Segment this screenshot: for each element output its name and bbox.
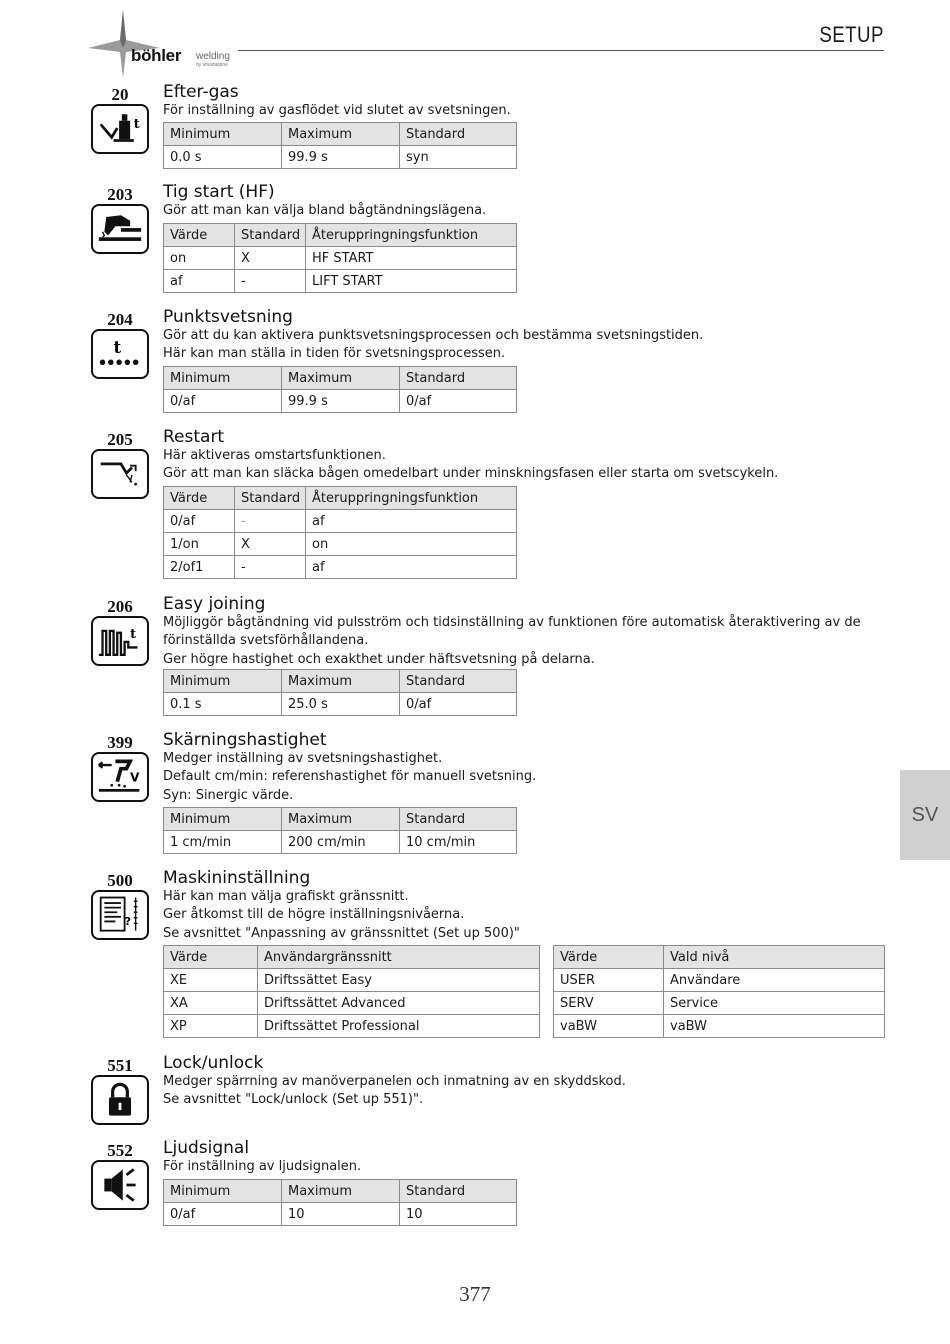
parameter-table: Minimum Maximum Standard 0.1 s 25.0 s 0/af <box>163 669 517 716</box>
section-title: Easy joining <box>163 594 266 614</box>
easy-joining-icon <box>91 616 149 666</box>
torch-hf-icon <box>91 204 149 254</box>
parameter-number: 551 <box>107 1056 133 1075</box>
svg-text:t: t <box>130 627 137 643</box>
parameter-table: Minimum Maximum Standard 0.0 s 99.9 s syn <box>163 122 517 169</box>
section-description: Här aktiveras omstartsfunktionen. Gör att man kan släcka bågen omedelbart under minskningsfasen eller starta om svetscykeln. <box>163 448 779 482</box>
section-title: Tig start (HF) <box>163 182 275 202</box>
lock-icon <box>91 1075 149 1125</box>
speaker-icon <box>91 1160 149 1210</box>
section-description: Medger inställning av svetsningshastighet. Default cm/min: referenshastighet för manuell svetsning. Syn: Sinergic värde. <box>163 751 537 803</box>
header-rule <box>238 50 884 51</box>
cutting-speed-icon <box>91 752 149 802</box>
section-description: Gör att man kan välja bland bågtändningslägena. <box>163 203 487 218</box>
section-description: Medger spärrning av manöverpanelen och inmatning av en skyddskod. Se avsnittet "Lock/unlock (Set up 551)". <box>163 1074 626 1108</box>
section-title: Skärningshastighet <box>163 730 327 750</box>
parameter-number: 206 <box>107 597 133 616</box>
page-number: 377 <box>459 1282 491 1306</box>
page-title: SETUP <box>819 22 884 47</box>
parameter-table: Värde Standard Återuppringningsfunktion on X HF START af - LIFT START <box>163 223 517 293</box>
parameter-number: 399 <box>107 733 133 752</box>
parameter-number: 204 <box>107 310 133 329</box>
svg-text:t: t <box>113 337 122 358</box>
section-title: Punktsvetsning <box>163 307 293 327</box>
machine-setup-icon <box>91 890 149 940</box>
section-title: Restart <box>163 427 225 447</box>
parameter-table: Minimum Maximum Standard 0/af 10 10 <box>163 1179 517 1226</box>
language-tab-sv[interactable]: SV <box>900 770 950 860</box>
brand-sub: welding <box>196 51 230 62</box>
parameter-number: 20 <box>111 85 129 104</box>
restart-icon <box>91 449 149 499</box>
section-description: Här kan man välja grafiskt gränssnitt. Ger åtkomst till de högre inställningsnivåerna. Se avsnittet "Anpassning av gränssnittet (Set up 500)" <box>163 889 520 941</box>
section-title: Efter-gas <box>163 82 239 102</box>
spot-weld-icon <box>91 329 149 379</box>
interface-table: Värde Användargränssnitt XE Driftssättet Easy XA Driftssättet Advanced XP Driftssättet Professional <box>163 945 540 1038</box>
section-description: Gör att du kan aktivera punktsvetsningsprocessen och bestämma svetsningstiden. Här kan man ställa in tiden för svetsningsprocessen. <box>163 328 704 362</box>
parameter-table: Minimum Maximum Standard 0/af 99.9 s 0/af <box>163 366 517 413</box>
section-description: För inställning av ljudsignalen. <box>163 1159 362 1174</box>
level-table: Värde Vald nivå USER Användare SERV Service vaBW vaBW <box>553 945 885 1038</box>
section-description: För inställning av gasflödet vid slutet av svetsningen. <box>163 103 511 118</box>
parameter-table: Värde Standard Återuppringningsfunktion 0/af - af 1/on X on 2/of1 - af <box>163 486 517 579</box>
parameter-table: Minimum Maximum Standard 1 cm/min 200 cm/min 10 cm/min <box>163 807 517 854</box>
svg-text:V: V <box>130 770 140 785</box>
parameter-number: 205 <box>107 430 133 449</box>
section-title: Maskininställning <box>163 868 311 888</box>
section-title: Lock/unlock <box>163 1053 264 1073</box>
svg-text:?: ? <box>124 915 132 929</box>
section-title: Ljudsignal <box>163 1138 250 1158</box>
post-gas-icon <box>91 104 149 154</box>
brand-tagline: by voestalpine <box>196 62 228 68</box>
parameter-number: 552 <box>107 1141 133 1160</box>
parameter-number: 500 <box>107 871 133 890</box>
brand-name: böhler <box>131 46 182 65</box>
section-description: Möjliggör bågtändning vid pulsström och tidsinställning av funktionen före automatisk återaktivering av de förinställda svetsförhållandena. Ger högre hastighet och exakthet under häftsvetsning på delarna. <box>163 615 861 667</box>
parameter-number: 203 <box>107 185 133 204</box>
svg-text:t: t <box>133 117 140 133</box>
